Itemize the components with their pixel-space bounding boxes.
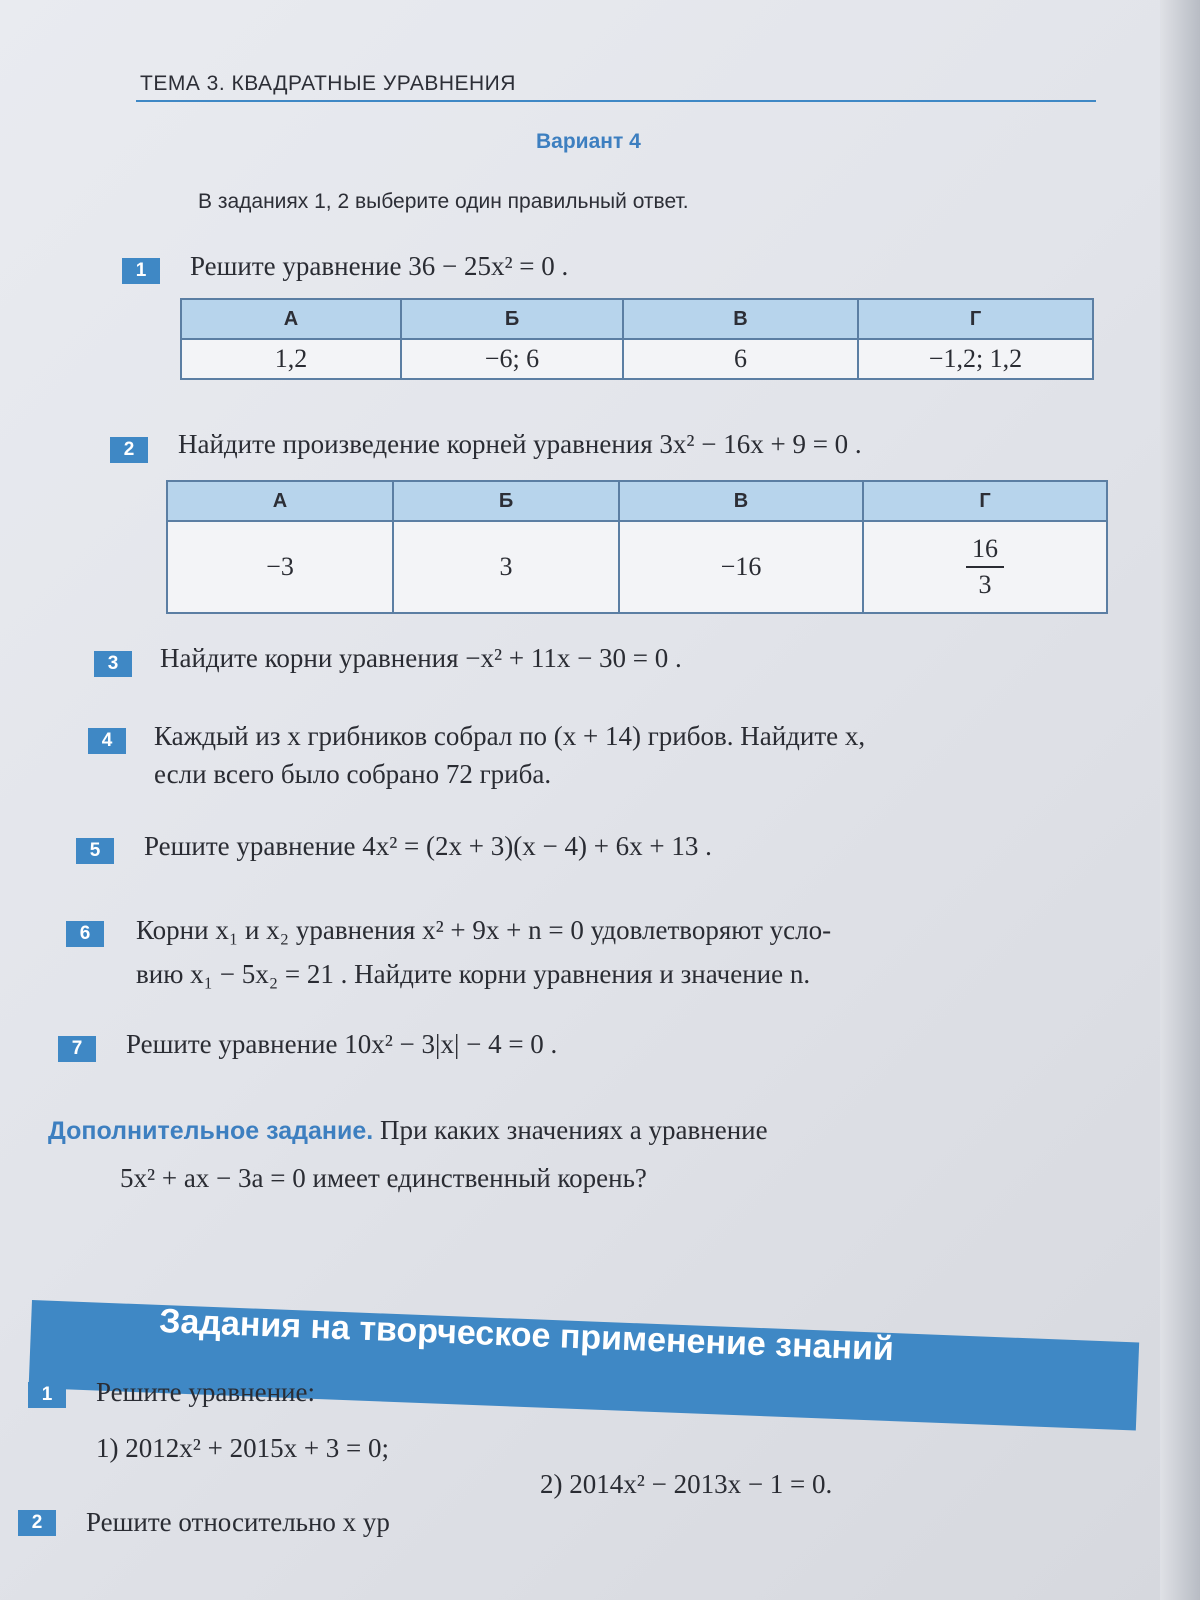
extra-task-line: 5x² + ax − 3a = 0 имеет единственный корень?: [120, 1163, 647, 1193]
equation-item: 2) 2014x² − 2013x − 1 = 0.: [540, 1469, 833, 1499]
task-number: 7: [58, 1036, 96, 1062]
page-edge: [1160, 0, 1200, 1600]
extra-task-text: При каких значениях a уравнение: [379, 1115, 768, 1145]
task-number: 5: [76, 838, 114, 864]
task-text: Найдите корни уравнения −x² + 11x − 30 = 0 .: [160, 643, 682, 673]
answer-table: [180, 298, 1094, 380]
option-header: Б: [393, 481, 619, 521]
equation-item: 1) 2012x² + 2015x + 3 = 0;: [96, 1433, 390, 1463]
task-number: 4: [88, 728, 126, 754]
task-text: Решите уравнение:: [96, 1377, 315, 1407]
option-header: Б: [401, 299, 623, 339]
task-text: Решите уравнение 36 − 25x² = 0 .: [190, 251, 569, 281]
task-number: 2: [110, 437, 148, 463]
option-value: −3: [167, 521, 393, 613]
option-value: −6; 6: [401, 339, 623, 379]
option-header: Г: [858, 299, 1093, 339]
task-text: Решите относительно x ур: [86, 1507, 390, 1537]
task-text-line: если всего было собрано 72 гриба.: [154, 759, 552, 789]
section-title: Задания на творческое применение знаний: [158, 1302, 895, 1369]
option-value: 1,2: [181, 339, 401, 379]
option-header: А: [181, 299, 401, 339]
task-text-line: Корни x₁ и x₂ уравнения x² + 9x + n = 0 удовлетворяют усло-: [136, 915, 832, 945]
option-value: 3: [393, 521, 619, 613]
fraction-denominator: 3: [978, 570, 992, 599]
variant-title: Вариант 4: [536, 130, 641, 153]
task-text: Найдите произведение корней уравнения 3x² − 16x + 9 = 0 .: [178, 429, 862, 459]
task-number: 1: [28, 1382, 66, 1408]
task-text: Решите уравнение 4x² = (2x + 3)(x − 4) + 6x + 13 .: [144, 831, 712, 861]
option-value: −16: [619, 521, 863, 613]
task-text: Решите уравнение 10x² − 3|x| − 4 = 0 .: [126, 1029, 558, 1059]
option-header: В: [623, 299, 858, 339]
fraction: [966, 532, 1004, 602]
option-value-fraction: [863, 521, 1107, 613]
task-number: 6: [66, 921, 104, 947]
option-header: В: [619, 481, 863, 521]
task-number: 2: [18, 1510, 56, 1536]
answer-table: [166, 480, 1108, 614]
instruction: В заданиях 1, 2 выберите один правильный ответ.: [198, 190, 689, 213]
task-text-line: вию x₁ − 5x₂ = 21 . Найдите корни уравнения и значение n.: [136, 959, 811, 989]
header-rule: [136, 100, 1096, 102]
theme-title: ТЕМА 3. КВАДРАТНЫЕ УРАВНЕНИЯ: [140, 72, 516, 95]
option-value: 6: [623, 339, 858, 379]
task-text-line: Каждый из x грибников собрал по (x + 14) грибов. Найдите x,: [154, 721, 866, 751]
option-header: Г: [863, 481, 1107, 521]
extra-task-line: [48, 1112, 768, 1149]
option-header: А: [167, 481, 393, 521]
task-number: 3: [94, 651, 132, 677]
task-number: 1: [122, 258, 160, 284]
fraction-numerator: 16: [966, 532, 1004, 568]
option-value: −1,2; 1,2: [858, 339, 1093, 379]
extra-task-label: Дополнительное задание.: [48, 1117, 374, 1145]
